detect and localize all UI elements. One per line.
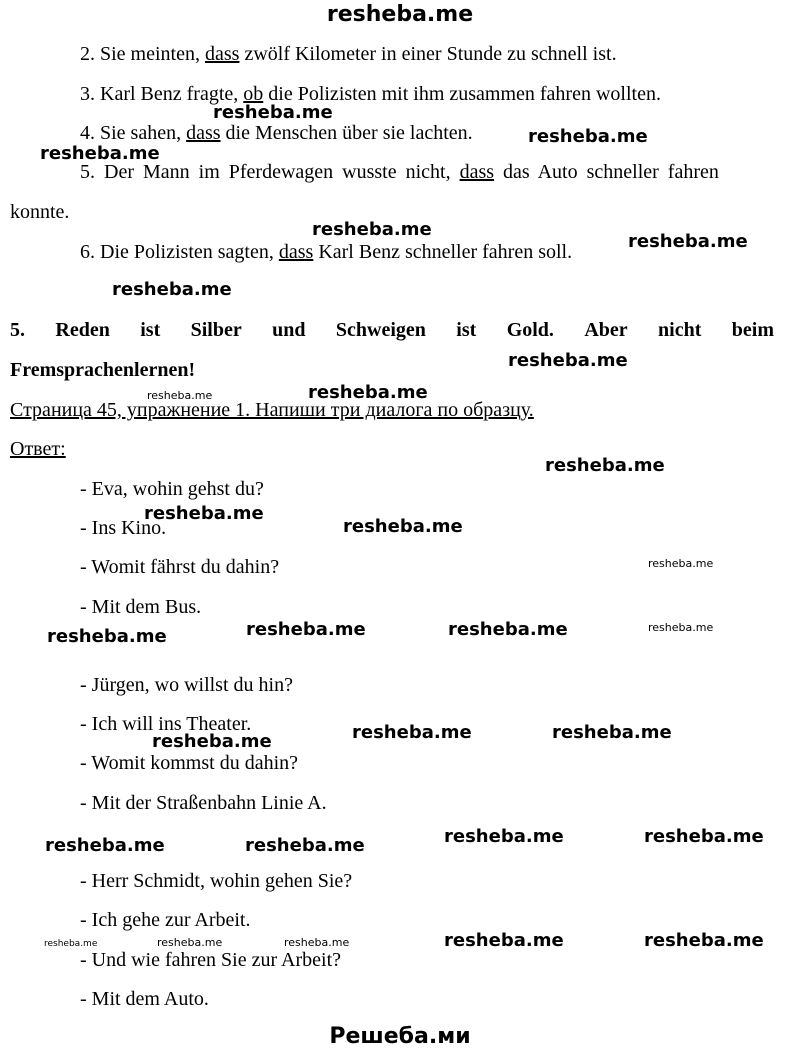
conjunction: dass bbox=[186, 122, 221, 144]
sentence-3 bbox=[80, 82, 661, 106]
watermark: resheba.me bbox=[648, 621, 714, 634]
sentence-text: 3. Karl Benz fragte, bbox=[80, 83, 244, 105]
watermark: resheba.me bbox=[47, 626, 167, 647]
answer-label: Ответ: bbox=[10, 438, 66, 460]
sentence-text: das Auto schneller fahren bbox=[494, 161, 719, 183]
heading-word: nicht bbox=[658, 319, 702, 341]
sentence-text: 6. Die Polizisten sagten, bbox=[80, 241, 279, 263]
sentence-text: die Polizisten mit ihm zusammen fahren wollten. bbox=[263, 83, 661, 105]
watermark: resheba.me bbox=[245, 835, 365, 856]
conjunction: dass bbox=[204, 43, 240, 65]
dialogue-3-line: - Und wie fahren Sie zur Arbeit? bbox=[80, 949, 342, 971]
watermark: resheba.me bbox=[308, 382, 428, 403]
section-heading bbox=[10, 318, 774, 342]
conjunction: dass bbox=[278, 241, 314, 263]
watermark: resheba.me bbox=[144, 503, 264, 524]
sentence-text: Karl Benz schneller fahren soll. bbox=[313, 241, 573, 263]
watermark: resheba.me bbox=[343, 516, 463, 537]
sentence-text: 2. Sie meinten, bbox=[80, 43, 205, 65]
task-title: Страница 45, упражнение 1. Напиши три диалога по образцу. bbox=[10, 399, 534, 421]
watermark: resheba.me bbox=[648, 557, 714, 570]
heading-word: Gold. bbox=[506, 319, 554, 341]
dialogue-2-line: - Ich will ins Theater. bbox=[80, 713, 252, 735]
dialogue-1-line: - Womit fährst du dahin? bbox=[80, 556, 280, 578]
watermark: resheba.me bbox=[45, 835, 165, 856]
sentence-6 bbox=[80, 240, 572, 264]
watermark: resheba.me bbox=[644, 826, 764, 847]
heading-word: ist bbox=[140, 319, 161, 341]
conjunction: dass bbox=[459, 161, 495, 183]
conjunction: ob bbox=[243, 83, 264, 105]
dialogue-3-line: - Ich gehe zur Arbeit. bbox=[80, 909, 251, 931]
watermark: resheba.me bbox=[508, 350, 628, 371]
heading-word: und bbox=[272, 319, 306, 341]
watermark: resheba.me bbox=[147, 389, 213, 402]
heading-word: beim bbox=[731, 319, 774, 341]
dialogue-2-line: - Womit kommst du dahin? bbox=[80, 752, 299, 774]
dialogue-2-line: - Jürgen, wo willst du hin? bbox=[80, 674, 293, 696]
section-heading-line2: Fremsprachenlernen! bbox=[10, 359, 196, 381]
sentence-5-continuation: konnte. bbox=[10, 201, 70, 223]
dialogue-1-line: - Mit dem Bus. bbox=[80, 596, 202, 618]
watermark: resheba.me bbox=[552, 722, 672, 743]
site-footer: Решеба.ми bbox=[329, 1024, 471, 1049]
watermark: resheba.me bbox=[448, 619, 568, 640]
sentence-text: 5. Der Mann im Pferdewagen wusste nicht, bbox=[80, 161, 460, 183]
dialogue-1-line: - Eva, wohin gehst du? bbox=[80, 478, 264, 500]
watermark: resheba.me bbox=[157, 936, 223, 949]
heading-word: Schweigen bbox=[335, 319, 426, 341]
watermark: resheba.me bbox=[528, 126, 648, 147]
sentence-4 bbox=[80, 121, 473, 145]
watermark: resheba.me bbox=[213, 102, 333, 123]
watermark: resheba.me bbox=[152, 731, 272, 752]
watermark: resheba.me bbox=[352, 722, 472, 743]
watermark: resheba.me bbox=[444, 826, 564, 847]
heading-word: Aber bbox=[584, 319, 628, 341]
heading-word: ist bbox=[456, 319, 477, 341]
watermark: resheba.me bbox=[644, 930, 764, 951]
site-header: resheba.me bbox=[326, 2, 474, 27]
heading-word: Reden bbox=[55, 319, 110, 341]
sentence-2 bbox=[80, 42, 617, 66]
sentence-text: zwölf Kilometer in einer Stunde zu schnell ist. bbox=[239, 43, 617, 65]
sentence-text: 4. Sie sahen, bbox=[80, 122, 187, 144]
sentence-5 bbox=[80, 160, 774, 184]
sentence-text: die Menschen über sie lachten. bbox=[220, 122, 473, 144]
dialogue-3-line: - Mit dem Auto. bbox=[80, 988, 209, 1010]
heading-word: 5. bbox=[10, 319, 25, 341]
watermark: resheba.me bbox=[40, 143, 160, 164]
dialogue-2-line: - Mit der Straßenbahn Linie A. bbox=[80, 792, 327, 814]
watermark: resheba.me bbox=[312, 219, 432, 240]
heading-word: Silber bbox=[190, 319, 242, 341]
watermark: resheba.me bbox=[545, 455, 665, 476]
watermark: resheba.me bbox=[44, 939, 98, 949]
dialogue-3-line: - Herr Schmidt, wohin gehen Sie? bbox=[80, 870, 353, 892]
watermark: resheba.me bbox=[112, 279, 232, 300]
watermark: resheba.me bbox=[246, 619, 366, 640]
dialogue-1-line: - Ins Kino. bbox=[80, 517, 167, 539]
watermark: resheba.me bbox=[628, 231, 748, 252]
watermark: resheba.me bbox=[284, 936, 350, 949]
watermark: resheba.me bbox=[444, 930, 564, 951]
